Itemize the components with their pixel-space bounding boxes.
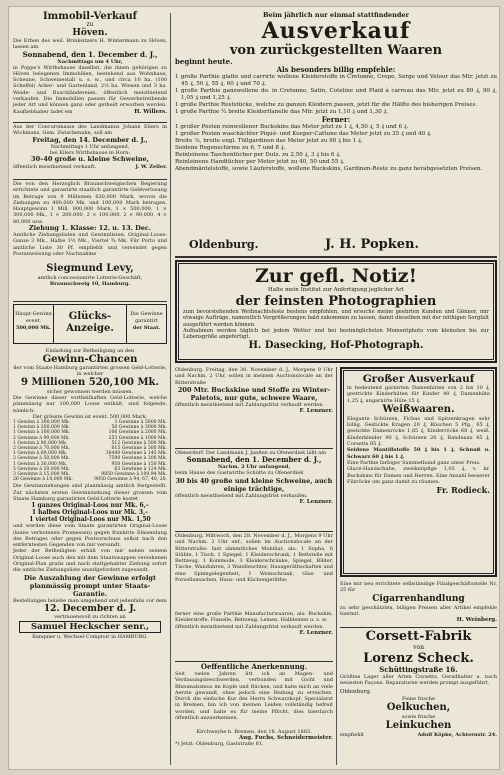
prize-row — [13, 477, 167, 482]
prize-cell: 615 Gewinne à 300 Mk. — [111, 445, 167, 451]
a2-end: öffentlich meistbietend mit Zahlungsfrist verkaufen. — [175, 492, 308, 499]
notiz-text2: zum bevorstehenden Weihnachtsfeste bestens empfohlen, und ersuche meine geehrten Kunden und Gönner, mir etwaige Aufträge, namentlich Vergrößerungen bald zukommen zu lassen, damit dieselben mit der nöthigen Sorgfalt ausgeführt werden können. — [183, 309, 489, 328]
divider — [340, 627, 497, 628]
divider — [13, 179, 167, 180]
cor-text3: sowie frische — [401, 713, 436, 720]
ra-sign: Fr. Rodieck. — [436, 485, 490, 496]
a3-sign: F. Lenzner. — [299, 629, 333, 636]
gl-title: Glücks-Anzeige. — [66, 311, 114, 334]
begins: beginnt heute. — [175, 57, 233, 66]
inv-text11: Die Auszahlung der Gewinne erfolgt planmässig prompt unter Staats-Garantie. — [24, 573, 156, 598]
items-list-1 — [175, 74, 497, 116]
prize-cell: 1 Gewinn à 100,000 Mk. — [13, 430, 71, 436]
horst-time: Nachmittags 1 Uhr anfangend, — [50, 144, 130, 151]
ra-bold: Seidene Mantillstoffe 50 ₰ bis 1 ₰. Schnuß u. Schwarz 60 ₰ bis 1 ₰. — [347, 447, 490, 460]
firm-town: Oldenburg. — [189, 238, 259, 251]
inv-text9: und werden diese vom Staate garantirten Original-Loose (keine verbotenen Promessen) gegen frankirte Einsendung des Betrages oder gegen Postvorschuss selbst nach den entferntesten Gegenden von mir versandt. — [13, 523, 167, 549]
ra-text4: Glacé-Handschuhe, zweiknöpfige 1,05 ₰, v. kr. Buckskins für Damen und Herren. Eine Anzahl besserer Filzröcke um ganz damit zu räumen. — [347, 466, 490, 485]
sale-item: 1 große Parthie ¼ breite Kleiderflanelle das Mtr. jetzt zu 1,10 ₰ und 1,30 ₰. — [175, 109, 389, 115]
prize-cell: 7590 Gewinne à 200 Mk. — [108, 456, 167, 462]
auction-column — [175, 367, 333, 765]
inv-title: Gewinn-Chancen — [42, 354, 138, 365]
inv-text: Einladung zur Betheiligung an den — [45, 348, 135, 354]
inv-text12: vertrauensvoll zu richten an — [54, 613, 126, 620]
also: Ferner: — [321, 115, 351, 124]
divider — [175, 256, 497, 258]
cor-title: Corsett-Fabrik — [365, 629, 472, 644]
gl-right2: der Staat. — [132, 325, 161, 331]
ra-text: in bedeutend garnirten Damenhüten von 2 bis 10 ₰, gestrickte Kinderhüten für Kinder 40 ₰, Damenhüte 1,25 ₰, ungarnirte Hüte 15 ₰. — [347, 385, 490, 404]
photo-notice — [175, 260, 497, 363]
sale-item: 1 große Parthie glatte und carrirte wollene Kleiderstoffe in Cretonne, Crepe, Serge und Velour das Mtr. jetzt zu 45 ₰, 50 ₰, 55 ₰, 60 ₰ und 70 ₰. — [175, 74, 497, 87]
inv-text2: der vom Staate Hamburg garantirten grossen Geld-Lotterie, in welcher — [13, 365, 167, 377]
prize-cell: 63 Gewinne à 124 Mk. — [114, 466, 167, 472]
lottery1-firm: Siegmund Levy, — [46, 263, 134, 274]
a2-text2: beim Hause des Gastwirths Schütte zu Ofenerdiek — [175, 470, 304, 477]
gl-left2: 500,000 Mk. — [15, 325, 52, 331]
notiz-title2: der feinsten Photographien — [235, 294, 437, 309]
prize-cell: 1 Gewinn à 200,000 Mk. — [13, 425, 71, 431]
immo-date: Sonnabend, den 1. December d. J., — [22, 49, 158, 59]
inv-price: 1 ganzes Original-Loos nur Mk. 6,– — [31, 502, 149, 510]
immo-text2: in Poppe's Wirthshause daselbst, die ihnen gehörigen zu Höven belegenen Immobilien, bestehend aus Wohnhaus, Scheune, Schweinestall u. s. w., und circa 10 ha. (100 Scheffel) Acker- und Gartenland, 2½ ha. Wiesen und 3 ha. Weide- und Buschländereien, öffentlich meistbietend verkaufen. Die Immobilien passen für Gewerbetreibende jeder Art und können ganz oder getheilt erworben werden. Kaufliebhaber ladet ein — [13, 64, 167, 115]
cor-name: Lorenz Scheck. — [363, 651, 474, 666]
cor-sign: Adolf Köpke, Achternstr. 24. — [417, 731, 497, 738]
divider — [13, 301, 167, 302]
divider — [175, 448, 333, 449]
inv-text10: Jeder der Betheiligten erhält von mir neben seinem Original-Loose auch den mit dem Staatswappen versehenen Original-Plan gratis und nach stattgehabter Ziehung sofort die amtliche Ziehungsliste unaufgefordert zugesandt. — [13, 548, 167, 574]
horst-end: öffentlich meistbietend verkauft. — [13, 163, 97, 170]
popken-ad — [175, 11, 497, 255]
a1-sign: F. Lenzner. — [299, 408, 333, 415]
a3-text: Oldenburg. Mittwoch, den 28. November d. J., Morgens 9 Uhr und Nachm. 2 Uhr anf., sollen im Auctionslocale an der Ritterstraße: fast sämmtliches Mobiliar, als: 1 Sopha, 6 Stühle, 1 Tisch, 1 Spiegel, 1 Kleiderschrank, 1 Bettstelle mit Bettzeug, 1 Kommode, 3 Kleiderschränke, Spiegel, Bilder, Tische, Wanduhren, 3 Wandleuchter, Hausgeräthschaften und eine Spinngelegenheit, 1 Weinschrank, Glas- und Porzellansachen, Haus- und Küchengeräthe; — [175, 533, 333, 584]
immo-time: Nachmittags um 4 Uhr, — [57, 58, 123, 65]
notiz-sign: H. Dasecking, Hof-Photograph. — [248, 340, 424, 352]
cig-title: Cigarrenhandlung — [372, 593, 465, 604]
prize-cell: 2 Gewinne à 70,000 Mk. — [13, 445, 70, 451]
prize-cell: 1 Gewinn à 30,000 Mk. — [13, 461, 68, 467]
sale-item: Reinleinene Taschentücher per Dutz. zu 2,50 ₰, 3 ₰ bis 6 ₰. — [175, 152, 341, 158]
divider — [13, 122, 167, 123]
immobilien-ad — [13, 11, 167, 121]
firm-name: J. H. Popken. — [325, 237, 419, 252]
inv-text4: Die Gewinne dieser vortheilhaften Geld-Lotterie, welche planmässig nur 100,000 Loose enthält, sind folgende, nämlich: — [13, 395, 167, 414]
ausverkauf-box — [340, 367, 497, 577]
prize-cell: 3 Gewinne à 15,000 Mk. — [13, 471, 70, 477]
a1-end: öffentlich meistbietend mit Zahlungsfrist verkauft werden. — [175, 401, 325, 408]
pre-title: Beim jährlich nur einmal stattfindender — [263, 11, 409, 19]
sale-item: 1 große Parthie Reststücke, welche zu ganzen Kleidern passen, jetzt für die Hälfte des bisherigen Preises. — [175, 102, 478, 108]
prize-cell: 2 Gewinne à 50,000 Mk. — [13, 456, 70, 462]
auction-1 — [175, 367, 333, 447]
cor-addr: Schüttingstraße 16. — [379, 665, 458, 674]
gl-right1: Die Gewinne garantirt — [130, 311, 163, 324]
inv-date: 12. December d. J. — [43, 603, 137, 614]
prize-cell: 2 Gewinne à 90,000 Mk. — [13, 435, 70, 441]
sale-item: Abendmäntelstoffe, sowie Läuferstoffe, wollene Buckskins, Gardinen-Reste zu ganz herabgesetzten Preisen. — [175, 166, 483, 172]
inv-text3: sicher gewonnen werden müssen. — [46, 389, 134, 395]
sale-item: Seidene Regenschirme zu 6, 7 und 8 ₰. — [175, 145, 286, 151]
prize-cell: 9850 Gewinne à 100,94 Mk. — [101, 471, 167, 477]
prize-cell: 56 Gewinne à 3000 Mk. — [111, 425, 167, 431]
cor-text4: empfiehlt — [340, 731, 365, 738]
sale-item: Reinleinene Handtücher per Meter jetzt zu 40, 50 und 55 ₰. — [175, 159, 345, 165]
acknowledgement — [175, 663, 333, 763]
inv-offers: Bestellungen beliebe man umgehend und jedenfalls vor dem — [13, 597, 167, 604]
prize-cell: 950 Gewinne à 150 Mk. — [111, 461, 167, 467]
auction-2 — [175, 450, 333, 530]
horst-date: Freitag, den 14. December d. J., — [32, 135, 148, 144]
sale-item: Breite ⅞, breite engl. Tüllgardinen das Meter jetzt zu 90 ₰ bis 1 ₰. — [175, 138, 363, 144]
horst-goods: 30–40 große u. kleine Schweine, — [31, 155, 149, 164]
glueck-banner — [13, 304, 167, 344]
sale-item: 1 große Parthie ganzwollene do. in Cretonne, Satin, Coteline und Plaid à carreau das Mtr. jetzt zu 80 ₰, 90 ₰, 1,05 ₰ und 1,25 ₰. — [175, 88, 497, 101]
items-list-2 — [175, 124, 497, 173]
a2-bold: 30 bis 40 große und kleine Schweine, auch einige trächtige, — [175, 476, 333, 493]
ack-name: Aug. Fuchs, Schneidermeister. — [238, 735, 333, 741]
cig-text: zu sehr geschätzten, billigen Preisen aller Artikel empfehle hiermit. — [340, 604, 497, 617]
sub-title: von zurückgestellten Waaren — [229, 43, 443, 58]
ra-title2: Weißwaaren. — [382, 403, 455, 415]
notiz-title: Zur gefl. Notiz! — [255, 265, 417, 287]
prize-table — [13, 420, 167, 482]
prize-cell: 9850 Gewinne à 94, 67, 40, 20. — [94, 477, 167, 483]
cheap: Als besonders billig empfehle: — [276, 65, 396, 74]
horst-text: Aus der Concursmasse des Landmanns Johann Eilers in Wichmans, Gem. Zwischenahn, soll am — [13, 124, 167, 137]
inv-price-half: 1 halbes Original-Loos nur Mk. 3,– — [31, 509, 149, 517]
immo-sign: H. Willers. — [134, 108, 167, 115]
immo-sub: zu — [86, 21, 94, 28]
prize-cell: 3 Gewinne à 5000 Mk. — [114, 419, 167, 425]
right-column — [175, 11, 497, 767]
cigar-ad — [340, 581, 497, 625]
sale-item: 1 großer Posten reinwollener Buckskins das Meter jetzt zu 1 ₰, 4,50 ₰, 5 ₰ und 6 ₰. — [175, 124, 409, 130]
lottery1-draw: Ziehung 1. Klasse: 12. u. 13. Dec. — [28, 224, 152, 232]
cor-item2: Leinkuchen — [385, 719, 452, 731]
prize-cell: 5 Gewinne à 20,000 Mk. — [13, 466, 70, 472]
lottery1-text2: Amtliche Ziehungslisten und Gewinnlisten. Original-Loose: Ganze 3 Mk., Halbe 1½ Mk., Viertel ¾ Mk. Für Porto und amtliche Liste 30 Pf. empfiehlt und versendet gegen Postanweisung oder Nachnahme — [13, 232, 167, 257]
cor-text2: Feine frische — [402, 695, 435, 702]
prize-cell: 1 Gewinn à 300,000 Mk. — [13, 419, 71, 425]
a2-sign: F. Lenzner. — [299, 498, 333, 505]
ra-text3: Eine Parthie farbiger Sammetband ganz unter Preis. — [347, 459, 481, 466]
ack-text: Seit vielen Jahren litt ich an Magen- und Verdauungsbeschwerden, verbunden mit Gicht und Rheumatismus im Kopfe und Rücken, und habe mich an viele Aerzte gewandt, ohne jedoch eine Heilung zu erreichen. Durch die einfache Kur des Herrn Schwarzkopf, Specialarzt in Bremen, bin ich von meinen Leiden vollständig befreit worden, und halte es für meine Pflicht, dies hierdurch öffentlich anzuerkennen. — [175, 671, 333, 722]
cor-von: von — [413, 644, 424, 651]
inv-text6: Die Gewinnziehungen sind planmässig amtlich festgestellt. Zur nächsten ersten Gewinnziehung dieser grossen vom Staate Hamburg garantirten Geld-Lotterie kostet — [13, 483, 167, 502]
immo-place: Höven. — [72, 28, 108, 38]
prize-cell: 1 Gewinn à 80,000 Mk. — [13, 440, 68, 446]
sale-item: 1 großer Posten waschächter Piqué- und Koeper-Cattune das Meter jetzt zu 35 ₰ und 40 ₰. — [175, 131, 432, 137]
horst-place: bei Eilers Wirthshause in Horn: — [49, 150, 131, 157]
prize-cell: 36440 Gewinne à 145 Mk. — [105, 451, 167, 457]
lottery1-addr: Braunschweig 10, Hamburg. — [49, 281, 131, 287]
lottery-ad-1 — [13, 181, 167, 299]
prize-cell: 1 Gewinn à 60,000 Mk. — [13, 451, 68, 457]
sub-column-divider — [336, 367, 337, 765]
cig-sign: H. Weinberg. — [456, 617, 497, 624]
lottery-ad-2 — [13, 348, 167, 767]
a2-date: Sonnabend, den 1. December d. J., — [186, 455, 322, 465]
a3-end: öffentlich meistbietend mit Zahlungsfrist verkauft werden. — [175, 623, 325, 630]
cor-place: Oldenburg. — [340, 688, 372, 695]
ack-sign: Kirchweyhe b. Bremen, den 18. August 1883. — [196, 729, 312, 735]
a1-text: Oldenburg. Freitag, den 30. November d. J., Morgens 9 Uhr und Nachm. 2 Uhr, sollen in meinem Auctionslocale an der Ritterstraße — [175, 367, 333, 386]
cor-item: Oelkuchen, — [386, 701, 451, 713]
newspaper-page — [8, 6, 500, 770]
gl-left1: Haupt-Gewinn event. — [15, 311, 52, 324]
divider — [175, 531, 333, 532]
main-title: Ausverkauf — [261, 18, 411, 44]
prize-cell: 26 Gewinne à 10,000 Mk. — [13, 477, 73, 483]
horst-sign: J. W. Zeller. — [135, 163, 167, 170]
immo-text1: Die Erben des weil. Brinksitzers H. Wintermann zu Höven, lassen am — [13, 38, 167, 51]
prize-cell: 253 Gewinne à 1000 Mk. — [108, 435, 167, 441]
inv-firm: Samuel Heckscher senr., — [19, 621, 161, 633]
prize-cell: 512 Gewinne à 500 Mk. — [111, 440, 167, 446]
corsett-ad — [340, 629, 497, 765]
notiz-text1: Halte mein Institut zur Anfertigung jeglicher Art — [268, 287, 404, 293]
immo-title: Immobil-Verkauf — [43, 11, 137, 22]
lottery1-text: Die von den Herzoglich Braunschweigischen Regierung errichtete und garantirte staatlich garantirte Geldverlosung im Betrage von 9 Millionen 630,000 Mark, wovon die Ziehungen zu 400,000 Mk. und 100,000 Mark betragen. Hauptgewinn 1 Mill. 800,000 Mark, 1 × 500,000, 1 × 300,000 Mk., 1 × 200,000, 2 × 100,000, 2 × 90,000, 4 × 80,000 usw. — [13, 181, 167, 225]
schweine-ad — [13, 124, 167, 178]
column-divider — [170, 13, 171, 765]
a2-time: Nachm. 2 Uhr anfangend, — [217, 464, 291, 471]
left-column — [13, 11, 167, 767]
notiz-text3: Aufnahmen werden täglich bei jedem Wetter und bei bestmöglichsten Momentphoto vom kleinsten bis zur Lebensgröße angefertigt. — [183, 327, 489, 341]
inv-sum: 9 Millionen 520,100 Mk. — [21, 377, 159, 388]
ack-note: *) Jetzt: Oldenburg, Gaststraße 61. — [175, 741, 264, 747]
ack-title: Oeffentliche Anerkennung. — [200, 662, 308, 671]
a2-text: Ofenerdorf. Der Landmann J. Janßen zu Ofenerdiek läßt am — [175, 450, 327, 456]
lottery1-firm2: amtlich concessionirte Lotterie-Geschäft, — [37, 275, 143, 281]
ra-title: Großer Ausverkauf — [362, 373, 475, 385]
shops-column — [340, 367, 497, 765]
a1-bold: 200 Mtr. Buckskine und Stoffe zu Winter-Paletots, nur gute, schwere Waare, — [177, 385, 331, 402]
cig-note: Eine mir neu errichtete selbständige Filialgeschäftsstelle Nr. 25 für — [340, 581, 497, 594]
auction-3 — [175, 533, 333, 659]
inv-price-quarter: 1 viertel Original-Loos nur Mk. 1,50 — [29, 516, 151, 524]
inv-firm2: Banquier u. Wechsel-Comptoir in HAMBURG. — [32, 633, 148, 640]
prize-cell: 106 Gewinne à 2000 Mk. — [108, 430, 167, 436]
cor-text: Größtes Lager aller Arten Corsetts, Geradhalter u. nach neuesten Façons. Reparaturen werden prompt ausgeführt. — [340, 674, 497, 687]
a3-text2: ferner eine große Parthie Manufacturwaaren, als: Buckskin, Kleiderstoffe, Flanelle, Bettzeug, Leinen, Halbleinen u. s. w. — [175, 611, 333, 624]
inv-text5: Der grösste Gewinn ist event. 500,000 Mark. — [32, 413, 148, 420]
ra-text2: Elegante Schürzen, Fichus und Spitzenkragen sehr billig. Gestickte Kragen 20 ₰, Rüschen 5 Pfg., 65 ₰, gestickte Damenröcke 1,85 ₰, Kinderröcke 68 ₰, weiß. Kinderkleider 90 ₰, Schürzen 20 ₰, Bandeaux 45 ₰, Corsetts 85 ₰. — [347, 415, 490, 448]
